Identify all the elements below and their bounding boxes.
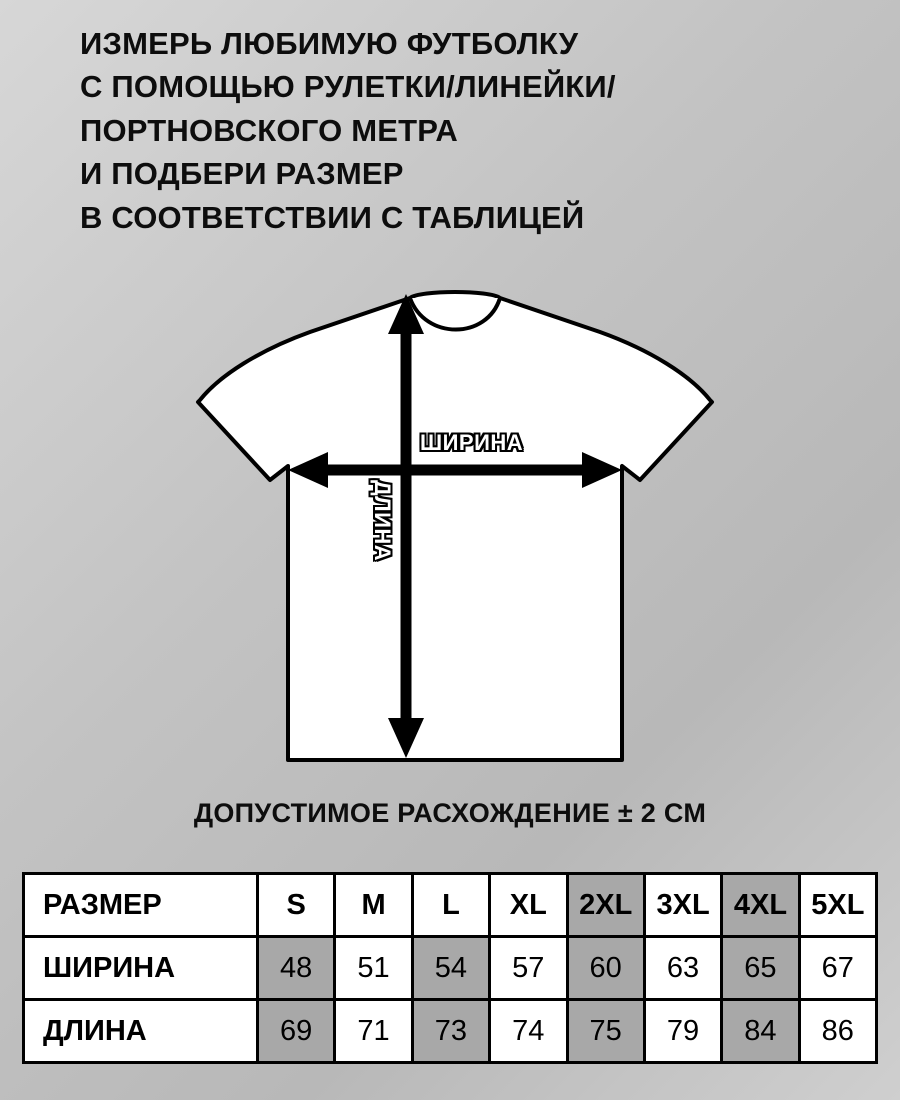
- length-cell-4xl: 84: [722, 1000, 799, 1063]
- width-cell-3xl: 63: [644, 937, 721, 1000]
- title-line-2: С ПОМОЩЬЮ РУЛЕТКИ/ЛИНЕЙКИ/: [80, 69, 616, 105]
- width-cell-5xl: 67: [799, 937, 876, 1000]
- width-cell-s: 48: [258, 937, 335, 1000]
- width-cell-l: 54: [412, 937, 489, 1000]
- title-line-3: ПОРТНОВСКОГО МЕТРА: [80, 112, 458, 148]
- length-cell-s: 69: [258, 1000, 335, 1063]
- size-cell-xl: XL: [490, 874, 567, 937]
- size-cell-5xl: 5XL: [799, 874, 876, 937]
- title-line-5: В СООТВЕТСТВИИ С ТАБЛИЦЕЙ: [80, 199, 585, 235]
- row-header-size: РАЗМЕР: [24, 874, 258, 937]
- width-cell-4xl: 65: [722, 937, 799, 1000]
- length-cell-xl: 74: [490, 1000, 567, 1063]
- size-cell-4xl: 4XL: [722, 874, 799, 937]
- page-title: [80, 22, 860, 239]
- width-cell-xl: 57: [490, 937, 567, 1000]
- row-header-length: ДЛИНА: [24, 1000, 258, 1063]
- tshirt-illustration: [0, 280, 900, 780]
- width-cell-2xl: 60: [567, 937, 644, 1000]
- length-cell-5xl: 86: [799, 1000, 876, 1063]
- size-cell-s: S: [258, 874, 335, 937]
- tolerance-note: ДОПУСТИМОЕ РАСХОЖДЕНИЕ ± 2 СМ: [193, 798, 707, 828]
- length-cell-2xl: 75: [567, 1000, 644, 1063]
- table-row-length: [24, 1000, 877, 1063]
- title-line-1: ИЗМЕРЬ ЛЮБИМУЮ ФУТБОЛКУ: [80, 26, 579, 61]
- width-cell-m: 51: [335, 937, 412, 1000]
- tshirt-diagram: [0, 280, 900, 780]
- size-cell-2xl: 2XL: [567, 874, 644, 937]
- length-cell-3xl: 79: [644, 1000, 721, 1063]
- table-row-width: [24, 937, 877, 1000]
- table-row-sizes: [24, 874, 877, 937]
- shirt-body-path: [198, 292, 712, 760]
- length-cell-l: 73: [412, 1000, 489, 1063]
- size-table-container: [22, 872, 878, 1064]
- title-line-4: И ПОДБЕРИ РАЗМЕР: [80, 156, 404, 192]
- size-cell-m: M: [335, 874, 412, 937]
- size-cell-l: L: [412, 874, 489, 937]
- length-dimension-label: ДЛИНА: [370, 480, 395, 562]
- size-cell-3xl: 3XL: [644, 874, 721, 937]
- row-header-width: ШИРИНА: [24, 937, 258, 1000]
- width-dimension-label: ШИРИНА: [420, 430, 524, 455]
- length-cell-m: 71: [335, 1000, 412, 1063]
- size-table: [22, 872, 878, 1064]
